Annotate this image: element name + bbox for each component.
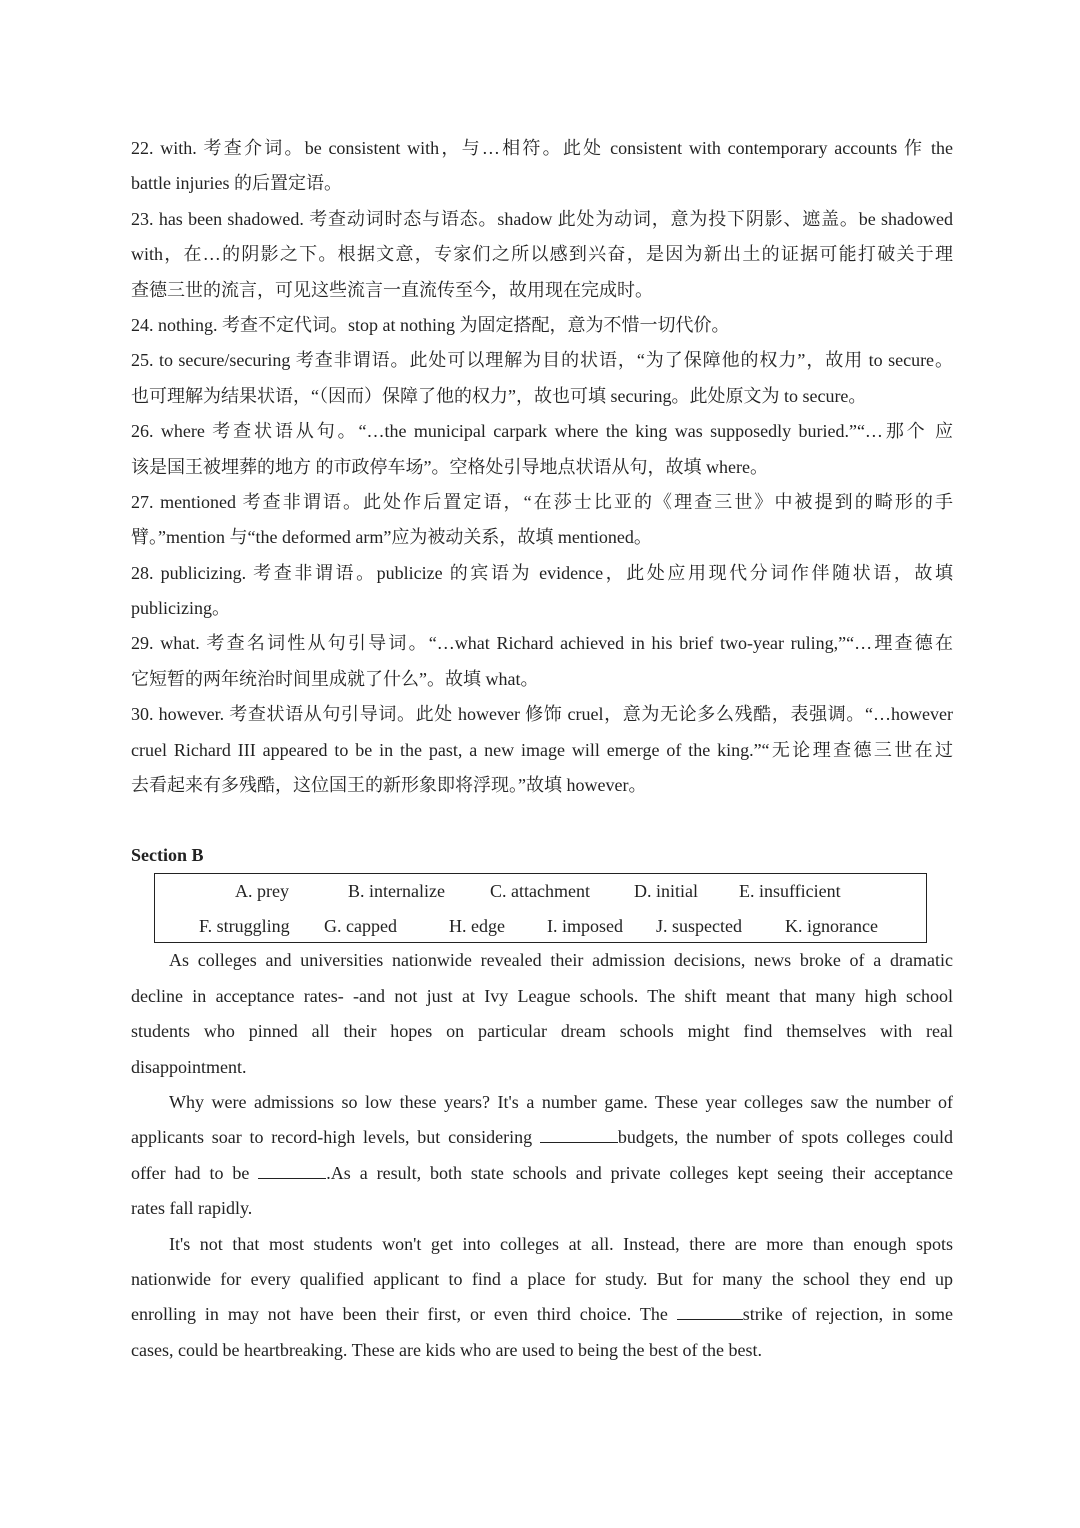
passage-text: enrolling in may not have been their first, or even third choice. The <box>131 1304 677 1325</box>
answer-item-27 <box>131 485 953 556</box>
passage-line: disappointment. <box>131 1056 247 1077</box>
answer-line: 去看起来有多残酷，这位国王的新形象即将浮现。”故填 however。 <box>131 775 647 796</box>
answer-line: publicizing。 <box>131 598 230 619</box>
answer-line: 也可理解为结果状语，“（因而）保障了他的权力”，故也可填 securing。此处原文为 to secure。 <box>131 385 867 406</box>
passage-line: cases, could be heartbreaking. These are kids who are used to being the best of the best. <box>131 1339 762 1360</box>
word-option: A. prey <box>235 881 289 902</box>
answer-item-29 <box>131 626 953 697</box>
answer-line: 22. with. 考查介词。be consistent with，与…相符。此处 consistent with contemporary accounts 作 the <box>131 138 953 158</box>
answer-blank <box>540 1122 618 1143</box>
passage-line: It's not that most students won't get into colleges at all. Instead, there are more than enough spots <box>169 1233 953 1254</box>
word-option: F. struggling <box>199 916 290 937</box>
answer-line: 24. nothing. 考查不定代词。stop at nothing 为固定搭配，意为不惜一切代价。 <box>131 314 730 335</box>
passage-line: Why were admissions so low these years? It's a number game. These year colleges saw the number of <box>169 1091 953 1112</box>
answer-item-23 <box>131 202 953 308</box>
word-option: C. attachment <box>490 881 590 902</box>
answer-blank <box>677 1299 743 1320</box>
answer-line: 29. what. 考查名词性从句引导词。“…what Richard achieved in his brief two-year ruling,”“…理查德在 <box>131 633 953 654</box>
answer-item-26 <box>131 414 953 485</box>
passage-line: students who pinned all their hopes on particular dream schools might find themselves with real <box>131 1021 953 1042</box>
answer-line: 25. to secure/securing 考查非谓语。此处可以理解为目的状语，“为了保障他的权力”，故用 to secure。 <box>131 350 953 371</box>
passage-paragraph-3 <box>131 1227 953 1369</box>
answer-item-28 <box>131 556 953 627</box>
page-content <box>131 131 953 1368</box>
answer-line: 30. however. 考查状语从句引导词。此处 however 修饰 cruel，意为无论多么残酷，表强调。“…however <box>131 704 953 725</box>
word-option: G. capped <box>324 916 397 937</box>
spacer <box>131 803 953 838</box>
answer-line: 28. publicizing. 考查非谓语。publicize 的宾语为 evidence，此处应用现代分词作伴随状语，故填 <box>131 562 953 583</box>
passage-line: As colleges and universities nationwide revealed their admission decisions, news broke of a dramatic <box>169 950 953 971</box>
passage-line: decline in acceptance rates- -and not just at Ivy League schools. The shift meant that many high school <box>131 985 953 1006</box>
answer-line: 它短暂的两年统治时间里成就了什么”。故填 what。 <box>131 668 539 689</box>
passage-line <box>131 1297 953 1332</box>
passage-text: offer had to be <box>131 1162 259 1183</box>
answer-line: 26. where 考查状语从句。“…the municipal carpark where the king was supposedly buried.”“…那个 应 <box>131 421 953 442</box>
word-option: J. suspected <box>656 916 742 937</box>
answer-line: cruel Richard III appeared to be in the past, a new image will emerge of the king.”“无论理查德三世在过 <box>131 739 953 760</box>
answer-line: 查德三世的流言，可见这些流言一直流传至今，故用现在完成时。 <box>131 279 653 300</box>
answer-item-24 <box>131 308 953 343</box>
answer-blank <box>258 1158 326 1179</box>
passage-line: nationwide for every qualified applicant to find a place for study. But for many the school they end up <box>131 1268 953 1289</box>
passage-text: .As a result, both state schools and private colleges kept seeing their acceptance <box>326 1162 953 1183</box>
passage <box>131 943 953 1368</box>
word-option: K. ignorance <box>785 916 878 937</box>
passage-paragraph-1 <box>131 943 953 1085</box>
word-option: D. initial <box>634 881 698 902</box>
section-title: Section B <box>131 845 204 866</box>
word-option: H. edge <box>449 916 505 937</box>
word-option: I. imposed <box>547 916 623 937</box>
answer-line: 臂。”mention 与“the deformed arm”应为被动关系，故填 mentioned。 <box>131 527 652 548</box>
answer-line: battle injuries 的后置定语。 <box>131 173 342 194</box>
word-option: B. internalize <box>348 881 445 902</box>
passage-paragraph-2 <box>131 1085 953 1227</box>
word-option: E. insufficient <box>739 881 841 902</box>
passage-line <box>131 1120 953 1155</box>
passage-line <box>131 1156 953 1191</box>
answer-item-25 <box>131 343 953 414</box>
passage-line: rates fall rapidly. <box>131 1198 253 1219</box>
answer-line: 23. has been shadowed. 考查动词时态与语态。shadow 此处为动词，意为投下阴影、遮盖。be shadowed <box>131 208 953 229</box>
answer-explanations <box>131 131 953 803</box>
passage-text: applicants soar to record-high levels, but considering <box>131 1127 540 1148</box>
answer-line: 该是国王被埋葬的地方 的市政停车场”。空格处引导地点状语从句，故填 where。 <box>131 456 768 477</box>
answer-line: 27. mentioned 考查非谓语。此处作后置定语，“在莎士比亚的《理查三世》中被提到的畸形的手 <box>131 491 953 512</box>
answer-line: with，在…的阴影之下。根据文意，专家们之所以感到兴奋，是因为新出土的证据可能打破关于理 <box>131 244 953 265</box>
passage-text: strike of rejection, in some <box>742 1304 953 1325</box>
answer-item-30 <box>131 697 953 803</box>
answer-item-22 <box>131 131 953 202</box>
passage-text: budgets, the number of spots colleges could <box>617 1127 953 1148</box>
word-bank-box <box>154 873 927 943</box>
